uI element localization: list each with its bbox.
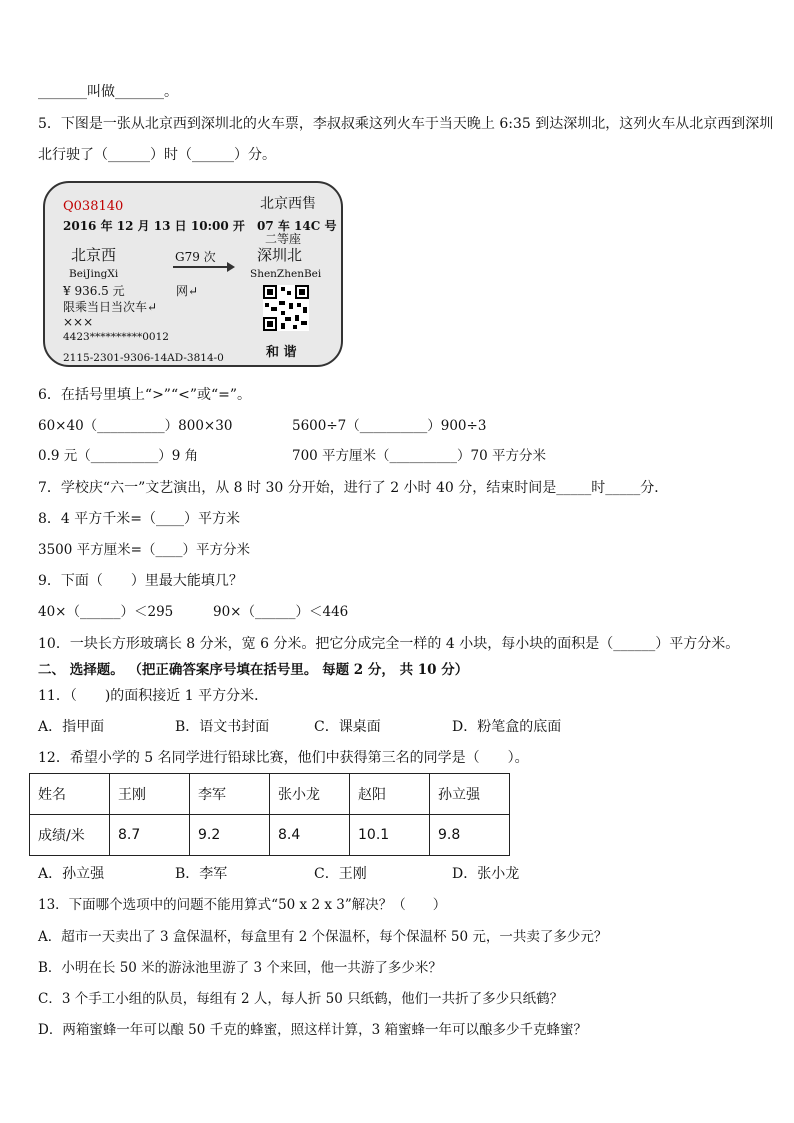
ticket-train: G79 次 [175,250,216,264]
ticket-code: Q038140 [63,199,124,214]
q6-item-c: 0.9 元（__________）9 角 [38,448,199,464]
q12-option-a: A．孙立强 [38,866,105,882]
ticket-brand: 和 谐 [266,345,297,360]
q10: 10．一块长方形玻璃长 8 分米，宽 6 分米。把它分成完全一样的 4 小块，每小块的面积是（______）平方分米。 [38,636,740,652]
q6-title: 6．在括号里填上“>”“<”或“=”。 [38,387,252,403]
ticket-from-pinyin: BeiJingXi [69,268,119,280]
q5-line2: 北行驶了（______）时（______）分。 [38,147,276,163]
q11-option-d: D．粉笔盒的底面 [452,719,562,735]
ticket-to-pinyin: ShenZhenBei [250,268,322,280]
q13-option-a: A．超市一天卖出了 3 盒保温杯，每盒里有 2 个保温杯，每个保温杯 50 元，一共卖了多少元？ [38,929,608,945]
q13-option-c: C．3 个手工小组的队员，每组有 2 人，每人折 50 只纸鹤，他们一共折了多少只纸鹤？ [38,991,564,1007]
ticket-from: 北京西 [71,246,117,264]
q9-item-a: 40×（______）＜295 [38,604,174,620]
table-cell: 王刚 [110,774,190,815]
ticket-passenger: ××× [63,315,94,329]
q11: 11．（ )的面积接近 1 平方分米． [38,688,269,704]
qr-code-icon [263,285,309,331]
q8-a: 8．4 平方千米=（____）平方米 [38,511,240,527]
q7: 7．学校庆“六一”文艺演出，从 8 时 30 分开始，进行了 2 小时 40 分，结束时间是_____时_____分． [38,480,669,496]
q4-tail: _______叫做_______。 [38,84,178,100]
section-2-title: 二、 选择题。 （把正确答案序号填在括号里。 每题 2 分， 共 10 分） [38,662,469,678]
q12: 12．希望小学的 5 名同学进行铅球比赛，他们中获得第三名的同学是（ ）。 [38,750,529,766]
q9-title: 9．下面（ ）里最大能填几？ [38,573,243,589]
ticket-seller: 北京西售 [260,196,316,212]
q13-option-d: D．两箱蜜蜂一年可以酿 50 千克的蜂蜜，照这样计算，3 箱蜜蜂一年可以酿多少千克蜂蜜？ [38,1022,587,1038]
table-cell: 张小龙 [270,774,350,815]
q6-item-b: 5600÷7（__________）900÷3 [292,418,487,434]
q6-item-d: 700 平方厘米（__________）70 平方分米 [292,448,547,464]
ticket-arrow [173,266,233,268]
ticket-limit: 限乘当日当次车↵ [63,300,158,314]
q13-option-b: B．小明在长 50 米的游泳池里游了 3 个来回，他一共游了多少米？ [38,960,442,976]
ticket-date: 2016 年 12 月 13 日 10:00 开 [63,219,245,233]
ticket-id: 4423**********0012 [63,331,169,343]
q8-b: 3500 平方厘米=（____）平方分米 [38,542,250,558]
table-cell: 8.4 [270,815,350,856]
table-row [30,815,510,856]
table-cell: 赵阳 [350,774,430,815]
table-row [30,774,510,815]
table-cell: 8.7 [110,815,190,856]
q11-option-c: C．课桌面 [314,719,381,735]
q11-option-b: B．语文书封面 [175,719,270,735]
table-cell: 成绩/米 [30,815,110,856]
q6-item-a: 60×40（__________）800×30 [38,418,233,434]
q12-option-c: C．王刚 [314,866,367,882]
q9-item-b: 90×（______）＜446 [213,604,349,620]
table-cell: 李军 [190,774,270,815]
table-cell: 9.8 [430,815,510,856]
q12-option-d: D．张小龙 [452,866,520,882]
ticket-serial: 2115-2301-9306-14AD-3814-0 [63,352,224,364]
shotput-results-table [29,773,510,856]
table-cell: 10.1 [350,815,430,856]
table-cell: 姓名 [30,774,110,815]
ticket-seat: 07 车 14C 号 [257,219,337,233]
q5-line1: 5．下图是一张从北京西到深圳北的火车票，李叔叔乘这列火车于当天晚上 6:35 到达深圳北，这列火车从北京西到深圳 [38,116,774,132]
table-cell: 孙立强 [430,774,510,815]
ticket-net: 网↵ [176,284,199,298]
ticket-price: ¥ 936.5 元 [63,284,125,298]
ticket-to: 深圳北 [257,246,303,264]
table-cell: 9.2 [190,815,270,856]
train-ticket [43,181,343,367]
q12-option-b: B．李军 [175,866,228,882]
ticket-class: 二等座 [265,232,302,246]
q13: 13．下面哪个选项中的问题不能用算式“50 x 2 x 3”解决？（ ） [38,897,447,913]
q11-option-a: A．指甲面 [38,719,105,735]
